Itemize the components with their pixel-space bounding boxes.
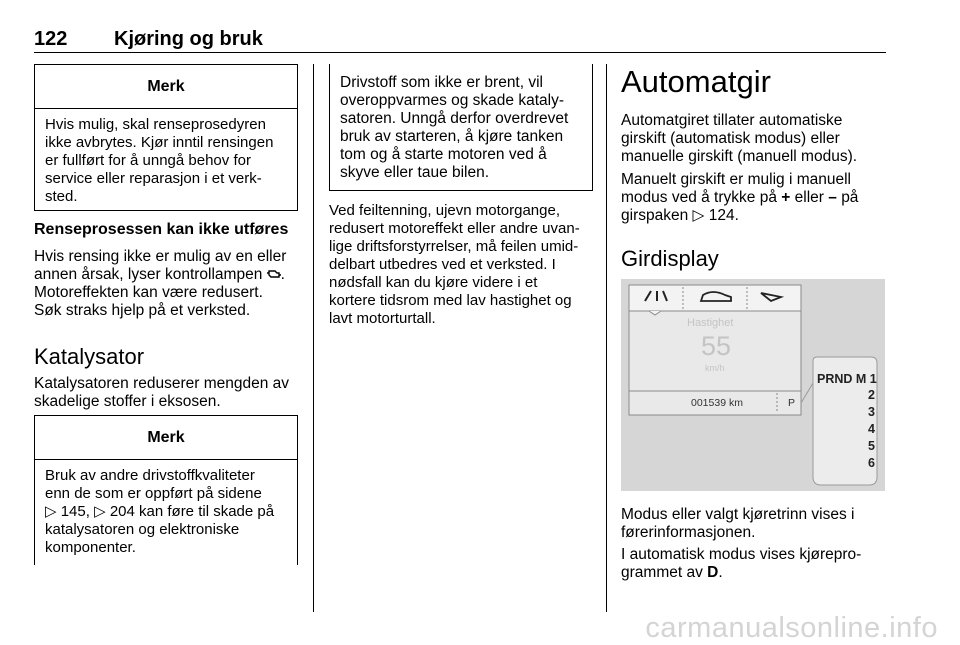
paragraph [34, 248, 304, 320]
text-line: tom og å starte motoren ved å [340, 146, 547, 163]
note-body [35, 460, 297, 557]
gear-row: PRND M 1 [817, 372, 877, 386]
text-line: annen årsak, lyser kontrollampen . [34, 266, 285, 283]
text-line [621, 189, 889, 207]
section-title: Katalysator [34, 344, 145, 369]
gear-number: 5 [868, 439, 875, 453]
engine-light-icon [267, 268, 281, 280]
gear-display-illustration [621, 279, 885, 491]
text-line: katalysatoren og elektroniske [45, 521, 240, 538]
text-line: enn de som er oppført på sidene [45, 485, 262, 502]
text-line: I automatisk modus vises kjørepro- [621, 546, 862, 563]
note-heading: Merk [35, 65, 297, 109]
note-heading: Merk [35, 416, 297, 460]
text-line: lige driftsforstyrrelser, må feilen umid- [329, 238, 579, 255]
odometer: 001539 km [691, 397, 743, 409]
text-span: 124. [708, 207, 739, 224]
gear-number: 3 [868, 405, 875, 419]
note-body [340, 74, 590, 182]
text-line: overoppvarmes og skade kataly- [340, 92, 565, 109]
text-line: skadelige stoffer i eksosen. [34, 393, 221, 410]
minus-symbol: – [828, 189, 837, 206]
text-line: lavt motorturtall. [329, 310, 436, 327]
note-body [35, 109, 297, 206]
column-divider [606, 64, 607, 612]
text-span: 145, [60, 503, 90, 520]
gear-number: 2 [868, 388, 875, 402]
text-line: bruk av starteren, å kjøre tanken [340, 128, 564, 145]
speed-label: Hastighet [687, 317, 734, 329]
plus-symbol: + [781, 189, 791, 206]
text-line: komponenter. [45, 539, 136, 556]
text-span: annen årsak, lyser kontrollampen [34, 266, 263, 283]
gear-number: 4 [868, 422, 875, 436]
drive-program-letter: D [707, 564, 719, 581]
subheading: Renseprosessen kan ikke utføres [34, 221, 289, 238]
paragraph [621, 171, 889, 225]
text-line: Automatgiret tillater automatiske [621, 112, 843, 129]
text-line: sted. [45, 188, 78, 205]
text-line: førerinformasjonen. [621, 524, 756, 541]
text-line: ikke avbrytes. Kjør inntil rensingen [45, 134, 274, 151]
text-span: på [841, 189, 859, 206]
text-line: er fullført for å unngå behov for [45, 152, 251, 169]
text-line: Katalysatoren reduserer mengden av [34, 375, 290, 392]
note-box [34, 415, 298, 565]
text-line: manuelle girskift (manuell modus). [621, 148, 858, 165]
text-line [621, 207, 889, 225]
text-line: Ved feiltenning, ujevn motorgange, [329, 202, 560, 219]
page-header [34, 26, 886, 53]
text-line: Bruk av andre drivstoffkvaliteter [45, 467, 255, 484]
gear-list [861, 387, 875, 472]
text-line: kortere tidsrom med lav hastighet og [329, 292, 572, 309]
text-span: . [718, 564, 723, 581]
text-line: Hvis rensing ikke er mulig av en eller [34, 248, 287, 265]
page-title: Kjøring og bruk [114, 28, 263, 50]
text-span: modus ved å trykke på [621, 189, 777, 206]
section-title: Automatgir [621, 64, 771, 99]
page-ref-icon: ▷ [94, 503, 106, 520]
watermark: carmanualsonline.info [645, 612, 938, 644]
column-divider [313, 64, 314, 612]
text-line: delbart utbedres ved et verksted. I [329, 256, 556, 273]
paragraph [621, 112, 889, 166]
text-line: Motoreffekten kan være redusert. [34, 284, 263, 301]
text-line: Manuelt girskift er mulig i manuell [621, 171, 852, 188]
section-title: Girdisplay [621, 246, 719, 271]
text-span: 204 kan føre til skade på [109, 503, 275, 520]
speed-unit: km/h [705, 363, 725, 373]
text-line: Hvis mulig, skal renseprosedyren [45, 116, 266, 133]
text-line: Modus eller valgt kjøretrinn vises i [621, 506, 855, 523]
paragraph [329, 202, 597, 328]
paragraph [621, 506, 889, 542]
gear-indicator-small: P [788, 397, 796, 409]
text-line: redusert motoreffekt eller andre uvan- [329, 220, 580, 237]
paragraph [621, 546, 889, 582]
text-span: grammet av [621, 564, 703, 581]
text-line: Søk straks hjelp på et verksted. [34, 302, 251, 319]
paragraph [34, 375, 304, 411]
text-line: Drivstoff som ikke er brent, vil [340, 74, 543, 91]
text-line: service eller reparasjon i et verk- [45, 170, 262, 187]
text-line: nødsfall kan du kjøre videre i et [329, 274, 538, 291]
text-line [45, 503, 287, 521]
page-number: 122 [34, 28, 68, 50]
text-line: skyve eller taue bilen. [340, 164, 490, 181]
page-ref-icon: ▷ [692, 207, 705, 224]
text-line [621, 564, 889, 582]
note-box [34, 64, 298, 211]
text-line: satoren. Unngå derfor overdrevet [340, 110, 569, 127]
text-span: girspaken [621, 207, 689, 224]
note-box-continued [329, 64, 593, 191]
gear-number: 6 [868, 456, 875, 470]
speed-value: 55 [701, 331, 732, 361]
text-span: eller [794, 189, 824, 206]
text-line: girskift (automatisk modus) eller [621, 130, 840, 147]
page-ref-icon: ▷ [45, 503, 57, 520]
